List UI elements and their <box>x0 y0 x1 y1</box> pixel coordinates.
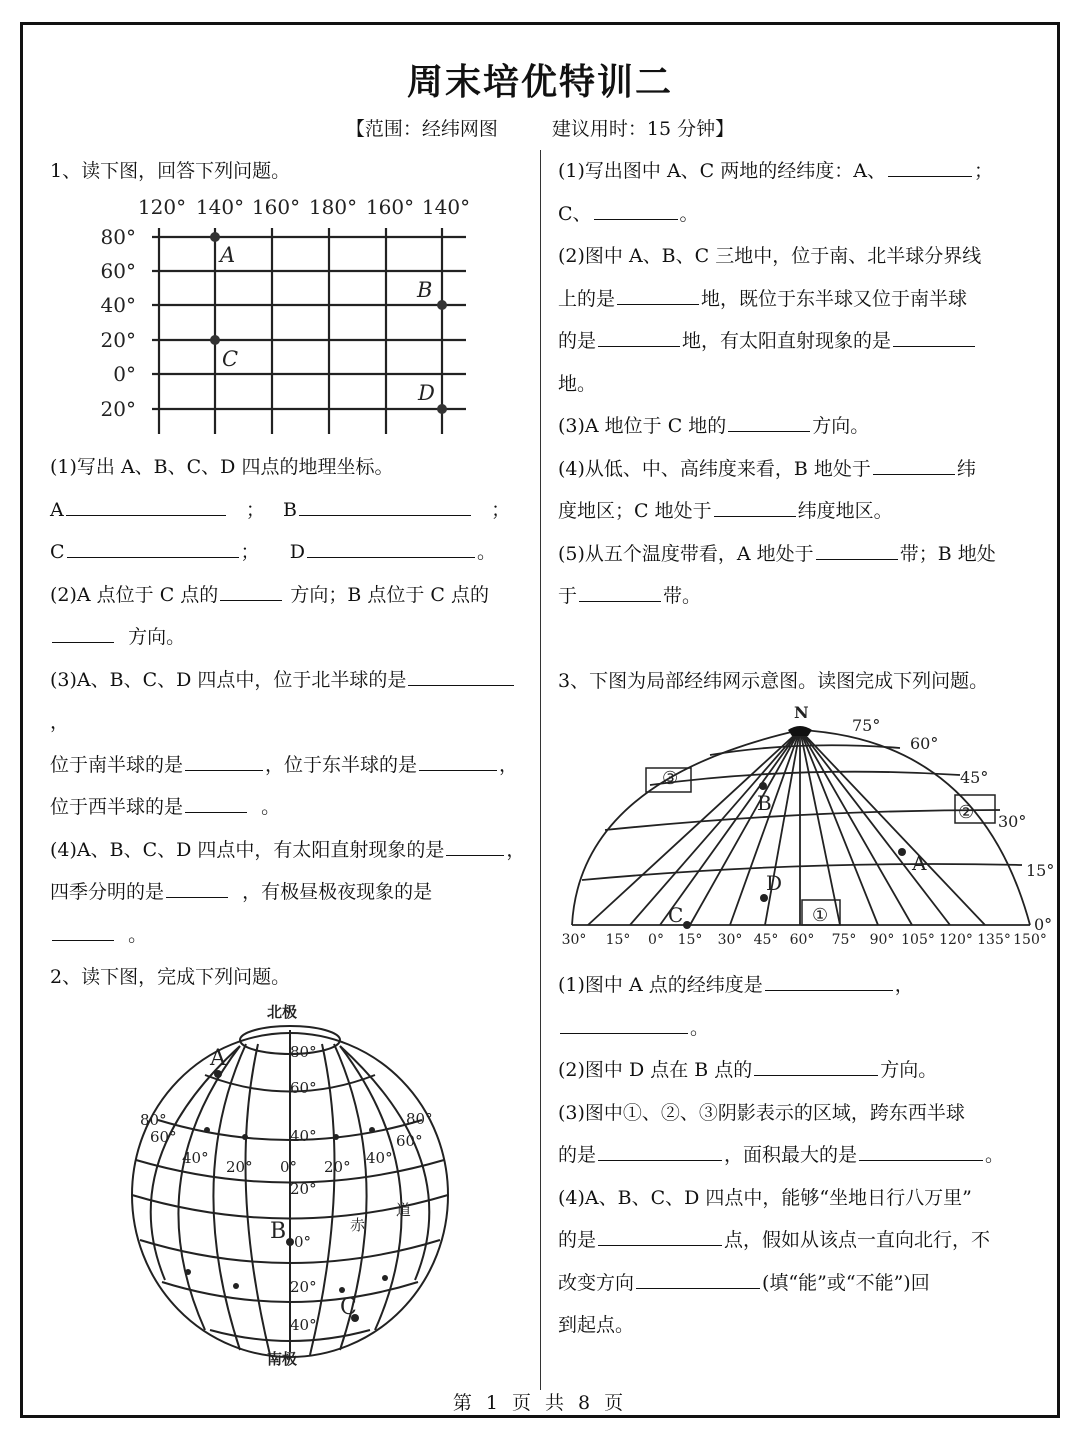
lat-label: 30° <box>998 812 1027 831</box>
south-pole-label: 南极 <box>267 1350 298 1368</box>
q1-coords-cd: C ； D 。 <box>50 531 532 574</box>
grid-dot <box>233 1283 239 1289</box>
lat-label: 60° <box>910 734 939 753</box>
north-pole-label: 北极 <box>267 1003 298 1021</box>
lon-label: 160° <box>251 195 301 219</box>
lon-label: 30° <box>561 932 587 948</box>
lon-label: 20° <box>226 1158 253 1176</box>
point-b-label: B <box>417 278 433 302</box>
q2-stem: 2、读下图，完成下列问题。 <box>50 966 291 988</box>
lon-label: 160° <box>365 195 415 219</box>
point-a-label: A <box>912 851 927 875</box>
answer-blank[interactable] <box>598 1221 722 1246</box>
lat-label: 20° <box>100 397 136 421</box>
page-title: 周末培优特训二 <box>406 62 673 103</box>
answer-blank[interactable] <box>419 746 497 771</box>
point-c <box>210 335 220 345</box>
grid-dot <box>369 1127 375 1133</box>
answer-blank[interactable] <box>636 1264 760 1289</box>
q1-sub3: (3)A、B、C、D 四点中，位于北半球的是， 位于南半球的是 ，位于东半球的是 ， 位于西半球的是 。 <box>50 659 532 829</box>
page-number: 第 1 页 共 8 页 <box>452 1392 628 1414</box>
answer-blank[interactable] <box>220 576 282 601</box>
lon-label: 140° <box>421 195 471 219</box>
answer-blank[interactable] <box>598 322 680 347</box>
answer-blank[interactable] <box>816 535 898 560</box>
q3-sub3: (3)图中①、②、③阴影表示的区域，跨东西半球 的是 ，面积最大的是 。 <box>558 1101 1005 1166</box>
center-lon-label: 0° <box>280 1158 298 1176</box>
q2-sub3: (3)A 地位于 C 地的 方向。 <box>558 405 1036 448</box>
lat-label: 40° <box>290 1127 317 1145</box>
lon-label: 60° <box>150 1128 177 1146</box>
point-a <box>210 232 220 242</box>
answer-blank[interactable] <box>893 322 975 347</box>
answer-blank[interactable] <box>888 152 972 177</box>
north-label: N <box>794 703 809 722</box>
answer-blank[interactable] <box>560 1009 688 1034</box>
scope-label: 【范围：经纬网图 <box>345 118 498 140</box>
equator-label: 道 <box>396 1201 412 1219</box>
answer-blank[interactable] <box>594 195 678 220</box>
lat-label: 40° <box>100 293 136 317</box>
grid-dot <box>242 1134 248 1140</box>
time-label: 建议用时：15 分钟】 <box>551 118 735 140</box>
q2-sub5: (5)从五个温度带看，A 地处于 带；B 地处 于 带。 <box>558 533 1036 618</box>
answer-blank[interactable] <box>579 577 661 602</box>
question-2 <box>50 956 532 999</box>
q1-sub2: (2)A 点位于 C 点的 方向；B 点位于 C 点的 方向。 <box>50 574 532 659</box>
q3-questions <box>558 964 1036 1347</box>
lon-label: 15° <box>605 932 631 948</box>
lon-label: 15° <box>677 932 703 948</box>
lat-label: 0° <box>113 362 136 386</box>
q3-sub4: (4)A、B、C、D 四点中，能够“坐地日行八万里” 的是 点，假如从该点一直向北行，不 改变方向 (填“能”或“不能”)回 到起点。 <box>558 1186 991 1336</box>
lat-label: 0° <box>1034 915 1053 934</box>
question-1 <box>50 150 532 193</box>
answer-blank[interactable] <box>307 533 475 558</box>
answer-blank[interactable] <box>166 873 228 898</box>
lon-label: 40° <box>182 1149 209 1167</box>
grid-dot <box>333 1134 339 1140</box>
lat-label: 20° <box>290 1180 317 1198</box>
answer-blank[interactable] <box>617 280 699 305</box>
point-c-label: C <box>668 903 684 927</box>
point-b <box>759 782 767 790</box>
grid-dot <box>339 1287 345 1293</box>
lat-label: 60° <box>100 259 136 283</box>
point-c-label: C <box>340 1295 357 1320</box>
column-divider <box>540 150 541 1390</box>
lon-label: 120° <box>939 932 973 948</box>
lat-label: 60° <box>290 1079 317 1097</box>
lon-label: 0° <box>648 932 664 948</box>
point-b-label: B <box>270 1219 287 1244</box>
lat-label: 20° <box>100 328 136 352</box>
q1-questions <box>50 446 532 956</box>
q3-map-diagram <box>560 700 1055 950</box>
answer-blank[interactable] <box>446 831 504 856</box>
point-a <box>214 1070 222 1078</box>
point-d-label: D <box>766 871 783 895</box>
lon-label: 180° <box>308 195 358 219</box>
lon-label: 40° <box>366 1149 393 1167</box>
point-b <box>286 1238 294 1246</box>
q1-sub1: (1)写出 A、B、C、D 四点的地理坐标。 <box>50 456 394 478</box>
lon-label: 80° <box>406 1110 433 1128</box>
lon-label: 120° <box>137 195 187 219</box>
answer-blank[interactable] <box>408 661 514 686</box>
answer-blank[interactable] <box>67 533 239 558</box>
answer-blank[interactable] <box>52 916 114 941</box>
answer-blank[interactable] <box>728 407 810 432</box>
point-a-label: A <box>220 243 236 267</box>
lon-label: 150° <box>1013 932 1047 948</box>
answer-blank[interactable] <box>873 450 955 475</box>
equator-label: 赤 <box>350 1216 366 1234</box>
lon-label: 140° <box>195 195 245 219</box>
point-d <box>437 404 447 414</box>
answer-blank[interactable] <box>185 746 263 771</box>
lat-label: 15° <box>1026 861 1055 880</box>
question-3 <box>558 660 1036 703</box>
lon-label: 45° <box>753 932 779 948</box>
q3-sub2: (2)图中 D 点在 B 点的 方向。 <box>558 1049 1036 1092</box>
answer-blank[interactable] <box>754 1051 878 1076</box>
lon-label: 105° <box>901 932 935 948</box>
q2-globe-diagram <box>110 1000 460 1368</box>
point-d-label: D <box>418 381 435 405</box>
answer-blank[interactable] <box>859 1136 983 1161</box>
lat-label: 80° <box>100 225 136 249</box>
answer-blank[interactable] <box>66 491 226 516</box>
answer-blank[interactable] <box>765 966 893 991</box>
lon-label: 20° <box>324 1158 351 1176</box>
answer-blank[interactable] <box>52 618 114 643</box>
region-3-label: ③ <box>662 768 679 789</box>
q2-sub4: (4)从低、中、高纬度来看，B 地处于 纬 度地区；C 地处于 纬度地区。 <box>558 448 1036 533</box>
region-1-label: ① <box>812 905 829 926</box>
point-a <box>898 848 906 856</box>
lat-label: 20° <box>290 1278 317 1296</box>
answer-blank[interactable] <box>299 491 471 516</box>
lon-label: 60° <box>396 1132 423 1150</box>
exam-meta <box>0 114 1080 141</box>
point-d <box>760 894 768 902</box>
q1-grid-diagram <box>90 190 490 440</box>
lon-label: 80° <box>140 1111 167 1129</box>
lon-label: 30° <box>717 932 743 948</box>
q2-questions <box>558 150 1036 618</box>
lat-label: 45° <box>960 768 989 787</box>
region-2-label: ② <box>958 802 975 823</box>
lon-label: 60° <box>789 932 815 948</box>
q2-sub2: (2)图中 A、B、C 三地中，位于南、北半球分界线 上的是 地，既位于东半球又位于南半球 的是 地，有太阳直射现象的是 地。 <box>558 245 982 395</box>
point-b-label: B <box>757 791 772 815</box>
lon-label: 135° <box>977 932 1011 948</box>
answer-blank[interactable] <box>185 788 247 813</box>
point-c-label: C <box>222 347 239 371</box>
answer-blank[interactable] <box>598 1136 722 1161</box>
grid-dot <box>185 1269 191 1275</box>
q1-sub4: (4)A、B、C、D 四点中，有太阳直射现象的是 ， 四季分明的是 ，有极昼极夜现象的是 。 <box>50 829 532 957</box>
grid-dot <box>204 1127 210 1133</box>
lat-label: 75° <box>852 716 881 735</box>
point-b <box>437 300 447 310</box>
grid-dot <box>382 1275 388 1281</box>
q2-sub1: (1)写出图中 A、C 两地的经纬度：A、 ； C、 。 <box>558 150 1036 235</box>
point-a-label: A <box>210 1046 226 1071</box>
answer-blank[interactable] <box>714 492 796 517</box>
q1-stem: 1、读下图，回答下列问题。 <box>50 160 291 182</box>
lon-label: 90° <box>869 932 895 948</box>
lat-label: 0° <box>294 1233 312 1251</box>
q3-stem: 3、下图为局部经纬网示意图。读图完成下列问题。 <box>558 670 989 692</box>
lon-label: 75° <box>831 932 857 948</box>
lat-label: 80° <box>290 1043 317 1061</box>
q3-sub1: (1)图中 A 点的经纬度是 ， 。 <box>558 964 1036 1049</box>
lat-label: 40° <box>290 1316 317 1334</box>
q1-coords-ab: A ； B ； <box>50 489 532 532</box>
point-c <box>683 921 691 929</box>
